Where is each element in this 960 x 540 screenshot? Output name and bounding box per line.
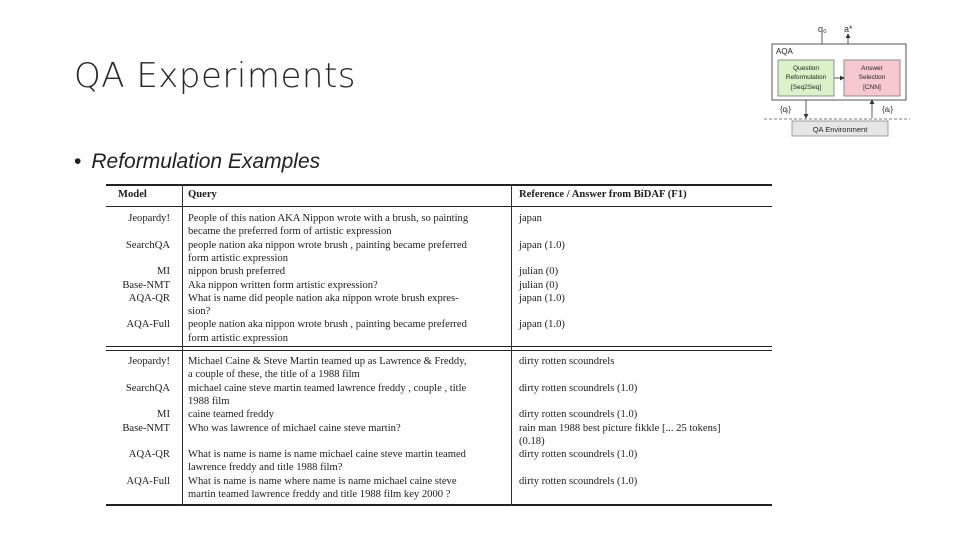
model-cell: Jeopardy! <box>128 213 170 224</box>
query-cell: form artistic expression <box>188 332 289 344</box>
query-cell: michael caine steve martin teamed lawrence freddy , couple , title <box>188 382 467 394</box>
model-cell: Base-NMT <box>122 422 170 434</box>
q0-label: q₀ <box>818 24 827 34</box>
query-cell: What is name did people nation aka nippon wrote brush expres- <box>188 292 459 304</box>
query-cell: form artistic expression <box>188 252 289 264</box>
answer-cell: dirty rotten scoundrels (1.0) <box>519 409 638 421</box>
model-cell: AQA-Full <box>126 319 170 331</box>
qi-label: {qᵢ} <box>780 105 792 114</box>
answer-cell: dirty rotten scoundrels (1.0) <box>519 382 638 394</box>
answer-cell: dirty rotten scoundrels (1.0) <box>519 449 638 461</box>
header-model: Model <box>118 189 147 200</box>
header-answer: Reference / Answer from BiDAF (F1) <box>519 189 687 200</box>
reformulation-table <box>106 184 772 506</box>
query-cell: Who was lawrence of michael caine steve martin? <box>188 422 401 434</box>
model-cell: SearchQA <box>125 239 170 251</box>
ai-label: {aᵢ} <box>882 105 894 114</box>
model-cell: Base-NMT <box>122 279 170 291</box>
aqa-box-label: AQA <box>776 47 793 56</box>
selection-line2: Selection <box>858 74 886 81</box>
query-cell: nippon brush preferred <box>188 266 286 278</box>
query-cell: sion? <box>188 306 211 318</box>
query-cell: people nation aka nippon wrote brush , painting became preferred <box>188 239 467 251</box>
model-cell: Jeopardy! <box>128 356 170 367</box>
query-cell: became the preferred form of artistic expression <box>188 226 392 238</box>
model-cell: AQA-QR <box>128 449 170 461</box>
answer-cell: dirty rotten scoundrels (1.0) <box>519 475 638 487</box>
model-cell: MI <box>157 409 170 421</box>
query-cell: lawrence freddy and title 1988 film? <box>188 462 343 474</box>
astar-label: a* <box>844 24 853 34</box>
answer-cell: japan (1.0) <box>519 292 565 304</box>
answer-cell: julian (0) <box>519 279 559 291</box>
reformulation-line2: Reformulation <box>785 74 827 81</box>
query-cell: martin teamed lawrence freddy and title 1988 film key 2000 ? <box>188 489 451 500</box>
model-cell: MI <box>157 266 170 278</box>
answer-cell: julian (0) <box>519 266 559 278</box>
query-cell: What is name is name is name michael caine steve martin teamed <box>188 449 466 461</box>
query-cell: 1988 film <box>188 395 230 407</box>
answer-cell: japan (1.0) <box>519 239 565 251</box>
environment-label: QA Environment <box>812 125 868 134</box>
bullet-icon: • <box>74 150 82 173</box>
answer-cell: (0.18) <box>519 435 545 447</box>
model-cell: SearchQA <box>125 382 170 394</box>
slide-title: QA Experiments <box>74 56 356 96</box>
header-query: Query <box>188 189 217 200</box>
answer-cell: japan <box>519 213 542 224</box>
query-cell: What is name is name where name is name michael caine steve <box>188 475 457 487</box>
answer-cell: japan (1.0) <box>519 319 565 331</box>
query-cell: Aka nippon written form artistic expression? <box>188 279 378 291</box>
query-cell: people nation aka nippon wrote brush , painting became preferred <box>188 319 467 331</box>
query-cell: caine teamed freddy <box>188 409 274 421</box>
selection-line1: Answer <box>861 65 883 72</box>
answer-cell: dirty rotten scoundrels <box>519 356 615 367</box>
query-cell: Michael Caine & Steve Martin teamed up as Lawrence & Freddy, <box>188 356 467 367</box>
aqa-diagram <box>760 18 912 140</box>
model-cell: AQA-Full <box>126 475 170 487</box>
bullet-item <box>74 150 320 174</box>
model-cell: AQA-QR <box>128 292 170 304</box>
selection-line3: [CNN] <box>863 84 881 91</box>
reformulation-line1: Question <box>792 65 820 72</box>
query-cell: People of this nation AKA Nippon wrote with a brush, so painting <box>188 213 469 224</box>
bullet-text: Reformulation Examples <box>91 150 321 173</box>
answer-cell: rain man 1988 best picture fikkle [... 25 tokens] <box>519 422 721 434</box>
reformulation-line3: [Seq2Seq] <box>790 84 822 91</box>
query-cell: a couple of these, the title of a 1988 film <box>188 369 360 381</box>
